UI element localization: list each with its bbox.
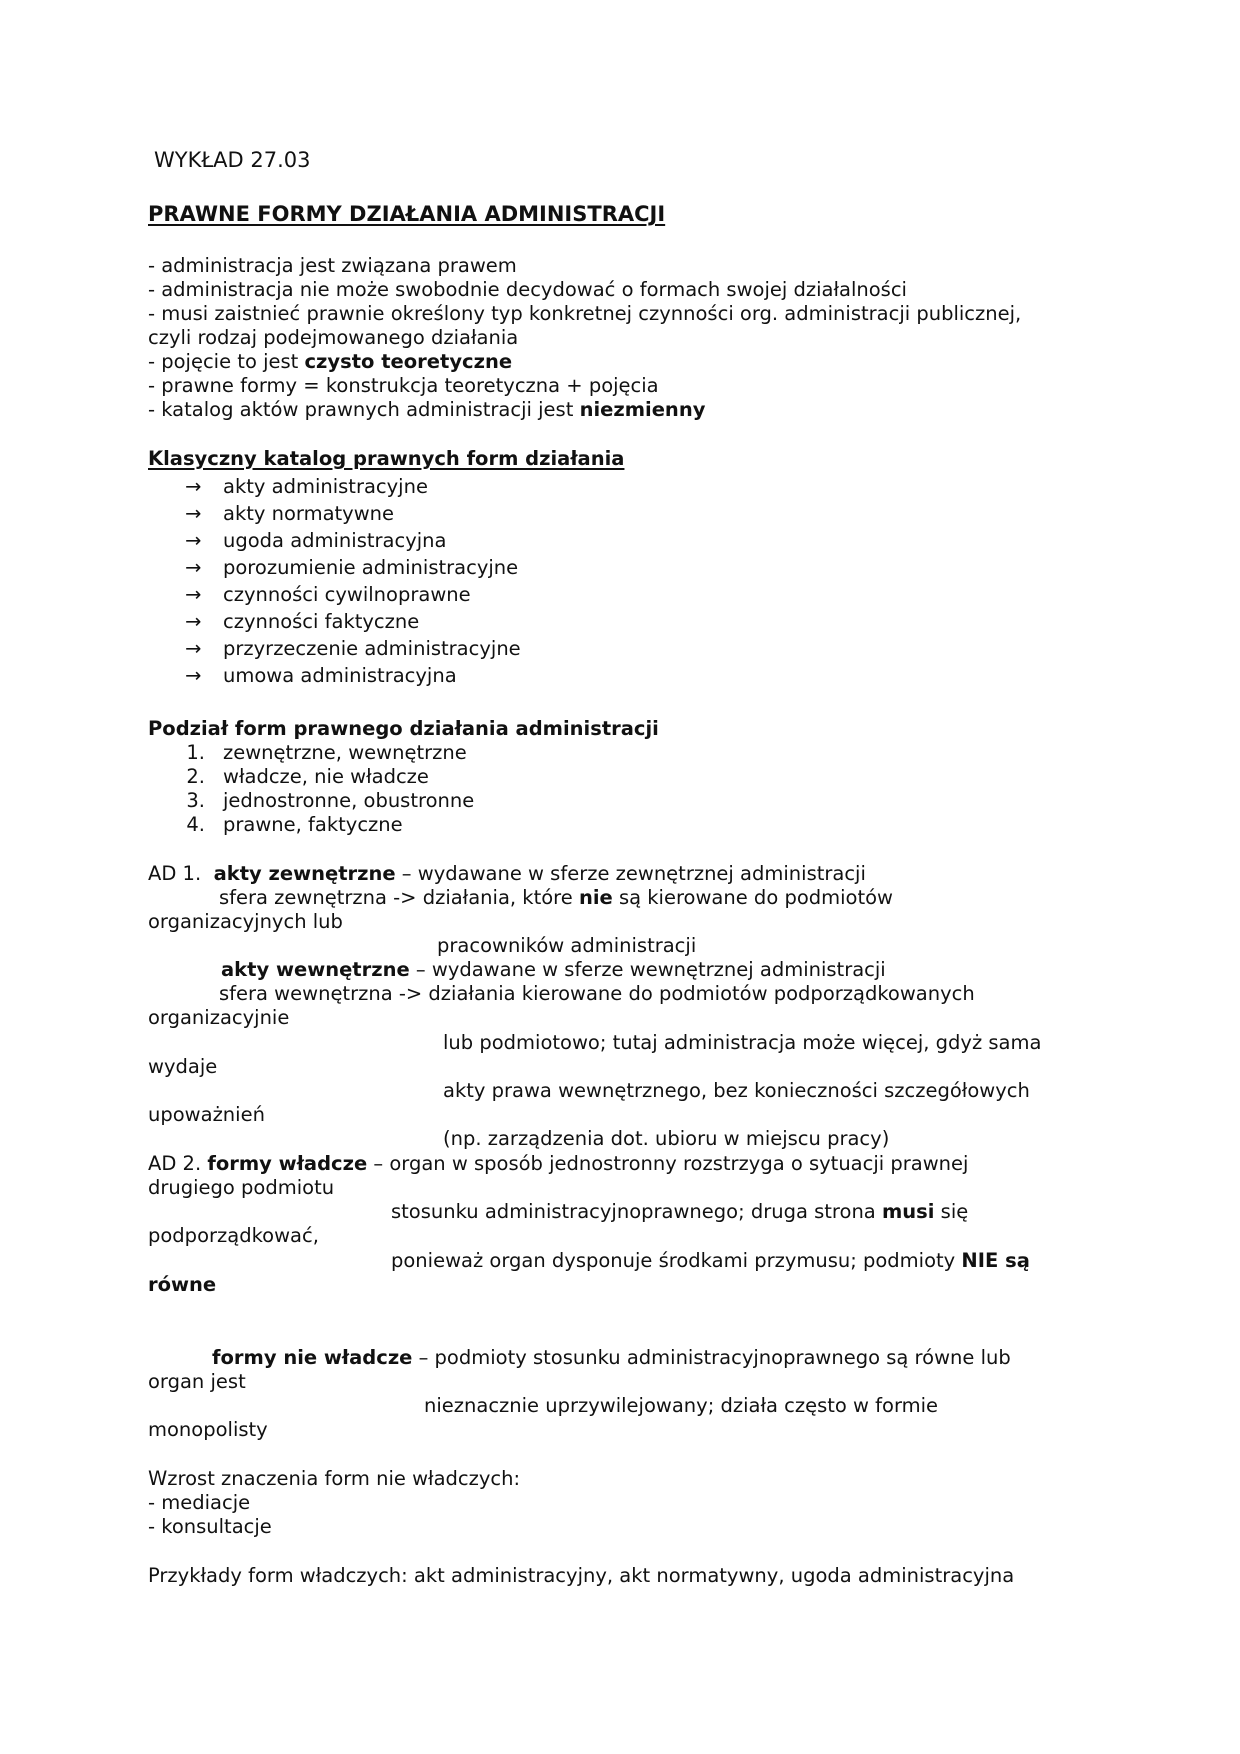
ad2-nw-rest: – podmioty stosunku administracyjnoprawnego są równe lub [412,1346,1011,1369]
arrow-icon: → [185,529,202,552]
list-item: władcze, nie władcze [223,765,429,788]
list-item: akty normatywne [223,502,395,525]
intro-line-7 [148,398,705,422]
ad2-line [148,1152,968,1176]
list-item: czynności cywilnoprawne [223,583,471,606]
list-item: ugoda administracyjna [223,529,447,552]
ad1-ext-sphere-c: są kierowane do podmiotów [612,886,893,909]
ad1-int-cont-2: akty prawa wewnętrznego, bez konieczności szczegółowych [443,1079,1030,1102]
catalog-heading: Klasyczny katalog prawnych form działania [148,447,625,470]
intro-line-1: - administracja jest związana prawem [148,254,517,277]
ad2-wrap-2: podporządkować, [148,1224,319,1247]
intro-line-5 [148,350,512,374]
ad2-cont-2 [391,1249,1030,1273]
list-item: zewnętrzne, wewnętrzne [223,741,467,764]
intro-line-7-bold: niezmienny [579,398,706,421]
ad2-nw-wrap-1: organ jest [148,1370,246,1393]
ad1-ext-wrap: organizacyjnych lub [148,910,343,933]
ad1-int-wrap-3: upoważnień [148,1103,265,1126]
division-heading: Podział form prawnego działania administracji [148,717,659,740]
intro-line-5-text: - pojęcie to jest [148,350,305,373]
intro-line-4: czyli rodzaj podejmowanego działania [148,326,519,349]
list-number: 3. [186,789,205,812]
list-item: - mediacje [148,1491,251,1514]
ad2-nw-bold: formy nie władcze [212,1346,413,1369]
ad1-ext-sphere-a: sfera zewnętrzna -> działania, które [219,886,579,909]
ad1-int-wrap-2: wydaje [148,1055,218,1078]
ad2-cont-1 [391,1200,968,1224]
ad2-cont-1c: się [934,1200,969,1223]
ad1-ext-sphere [219,886,893,910]
intro-line-7-text: - katalog aktów prawnych administracji jest [148,398,580,421]
ad1-int-bold: akty wewnętrzne [221,958,410,981]
list-number: 2. [186,765,205,788]
ad2-wrap-1: drugiego podmiotu [148,1176,335,1199]
examples-line: Przykłady form władczych: akt administracyjny, akt normatywny, ugoda administracyjna [148,1564,1015,1587]
ad2-rest: – organ w sposób jednostronny rozstrzyga o sytuacji prawnej [367,1152,969,1175]
ad2-cont-2a: ponieważ organ dysponuje środkami przymusu; podmioty [391,1249,962,1272]
ad1-int-line [221,958,886,982]
ad2-bold: formy władcze [207,1152,368,1175]
arrow-icon: → [185,664,202,687]
intro-line-6: - prawne formy = konstrukcja teoretyczna + pojęcia [148,374,659,397]
list-item: czynności faktyczne [223,610,420,633]
intro-line-2: - administracja nie może swobodnie decydować o formach swojej działalności [148,278,907,301]
ad1-ext-sphere-b: nie [578,886,613,909]
arrow-icon: → [185,583,202,606]
list-item: - konsultacje [148,1515,272,1538]
ad2-prefix: AD 2. [148,1152,208,1175]
list-item: jednostronne, obustronne [223,789,475,812]
arrow-icon: → [185,556,202,579]
list-number: 1. [186,741,205,764]
growth-heading: Wzrost znaczenia form nie władczych: [148,1467,521,1490]
arrow-icon: → [185,502,202,525]
intro-line-5-bold: czysto teoretyczne [304,350,513,373]
ad1-ext-bold: akty zewnętrzne [213,862,396,885]
ad1-int-cont-1: lub podmiotowo; tutaj administracja może więcej, gdyż sama [443,1031,1042,1054]
arrow-icon: → [185,475,202,498]
ad2-cont-1b: musi [881,1200,935,1223]
ad2-nw-wrap-2: monopolisty [148,1418,268,1441]
ad1-line [148,862,866,886]
ad2-wrap-3: równe [148,1273,217,1296]
ad1-int-rest: – wydawane w sferze wewnętrznej administracji [409,958,886,981]
list-item: przyrzeczenie administracyjne [223,637,521,660]
ad2-nw-line [212,1346,1011,1370]
ad2-cont-2b: NIE są [961,1249,1030,1272]
ad2-cont-1a: stosunku administracyjnoprawnego; druga strona [391,1200,882,1223]
ad1-ext-cont: pracowników administracji [437,934,697,957]
ad1-int-wrap-1: organizacyjnie [148,1006,290,1029]
main-heading: PRAWNE FORMY DZIAŁANIA ADMINISTRACJI [148,202,666,226]
intro-line-3: - musi zaistnieć prawnie określony typ konkretnej czynności org. administracji publicznej, [148,302,1022,325]
list-item: prawne, faktyczne [223,813,403,836]
lecture-title: WYKŁAD 27.03 [154,148,311,172]
arrow-icon: → [185,610,202,633]
list-item: umowa administracyjna [223,664,457,687]
ad1-int-sphere: sfera wewnętrzna -> działania kierowane do podmiotów podporządkowanych [219,982,975,1005]
list-item: akty administracyjne [223,475,428,498]
list-item: porozumienie administracyjne [223,556,519,579]
ad1-prefix: AD 1. [148,862,214,885]
ad1-int-cont-3: (np. zarządzenia dot. ubioru w miejscu pracy) [443,1127,890,1150]
ad2-nw-cont-1: nieznacznie uprzywilejowany; działa często w formie [424,1394,939,1417]
ad1-ext-rest: – wydawane w sferze zewnętrznej administracji [395,862,866,885]
arrow-icon: → [185,637,202,660]
list-number: 4. [186,813,205,836]
